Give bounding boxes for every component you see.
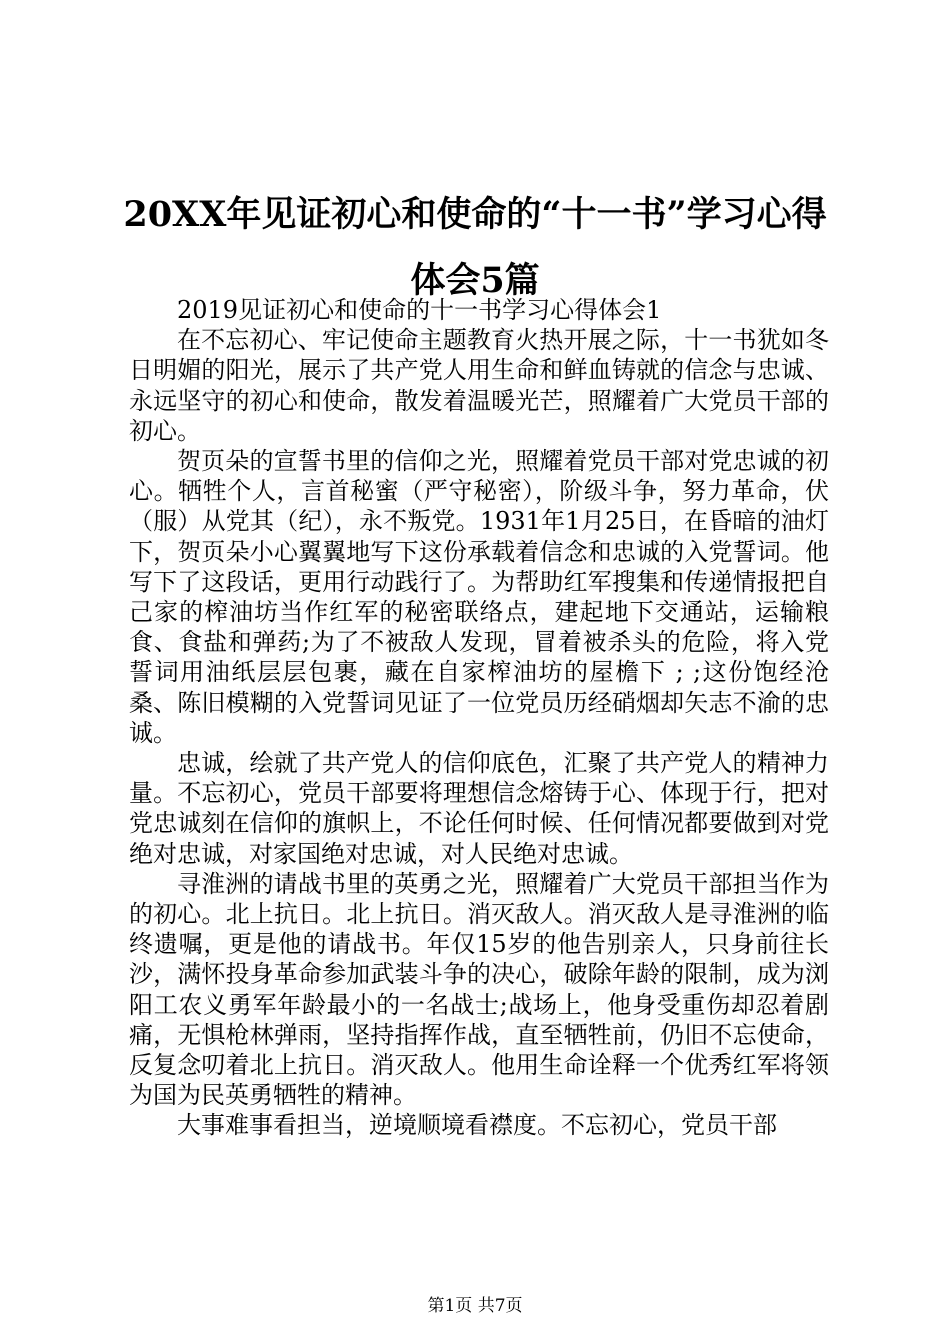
paragraph: 寻淮洲的请战书里的英勇之光，照耀着广大党员干部担当作为的初心。北上抗日。北上抗日。消灭敌人。消灭敌人是寻淮洲的临终遗嘱，更是他的请战书。年仅15岁的他告别亲人，只身前往长沙，满怀投身革命参加武装斗争的决心，破除年龄的限制，成为浏阳工农义勇军年龄最小的一名战士;战场上，他身受重伤却忍着剧痛，无惧枪林弹雨，坚持指挥作战，直至牺牲前，仍旧不忘使命，反复念叨着北上抗日。消灭敌人。他用生命诠释一个优秀红军将领为国为民英勇牺牲的精神。 <box>129 869 829 1110</box>
document-body <box>129 295 829 1141</box>
paragraph: 大事难事看担当，逆境顺境看襟度。不忘初心，党员干部 <box>177 1111 777 1140</box>
paragraph: 贺页朵的宣誓书里的信仰之光，照耀着党员干部对党忠诚的初心。牺牲个人，言首秘蜜（严守秘密），阶级斗争，努力革命，伏（服）从党其（纪），永不叛党。1931年1月25日，在昏暗的油灯下，贺页朵小心翼翼地写下这份承载着信念和忠诚的入党誓词。他写下了这段话，更用行动践行了。为帮助红军搜集和传递情报把自己家的榨油坊当作红军的秘密联络点，建起地下交通站，运输粮食、食盐和弹药;为了不被敌人发现，冒着被杀头的危险，将入党誓词用油纸层层包裹，藏在自家榨油坊的屋檐下 ; ;这份饱经沧桑、陈旧模糊的入党誓词见证了一位党员历经硝烟却矢志不渝的忠诚。 <box>129 447 829 747</box>
page-footer: 第1页 共7页 <box>427 1296 523 1316</box>
paragraph: 忠诚，绘就了共产党人的信仰底色，汇聚了共产党人的精神力量。不忘初心，党员干部要将理想信念熔铸于心、体现于行，把对党忠诚刻在信仰的旗帜上，不论任何时候、任何情况都要做到对党绝对忠诚，对家国绝对忠诚，对人民绝对忠诚。 <box>129 749 829 868</box>
paragraph: 在不忘初心、牢记使命主题教育火热开展之际，十一书犹如冬日明媚的阳光，展示了共产党人用生命和鲜血铸就的信念与忠诚、永远坚守的初心和使命，散发着温暖光芒，照耀着广大党员干部的初心。 <box>129 326 829 445</box>
paragraph-heading: 2019见证初心和使命的十一书学习心得体会1 <box>177 296 662 324</box>
document-title: 20XX年见证初心和使命的“十一书”学习心得体会5篇 <box>123 194 827 301</box>
